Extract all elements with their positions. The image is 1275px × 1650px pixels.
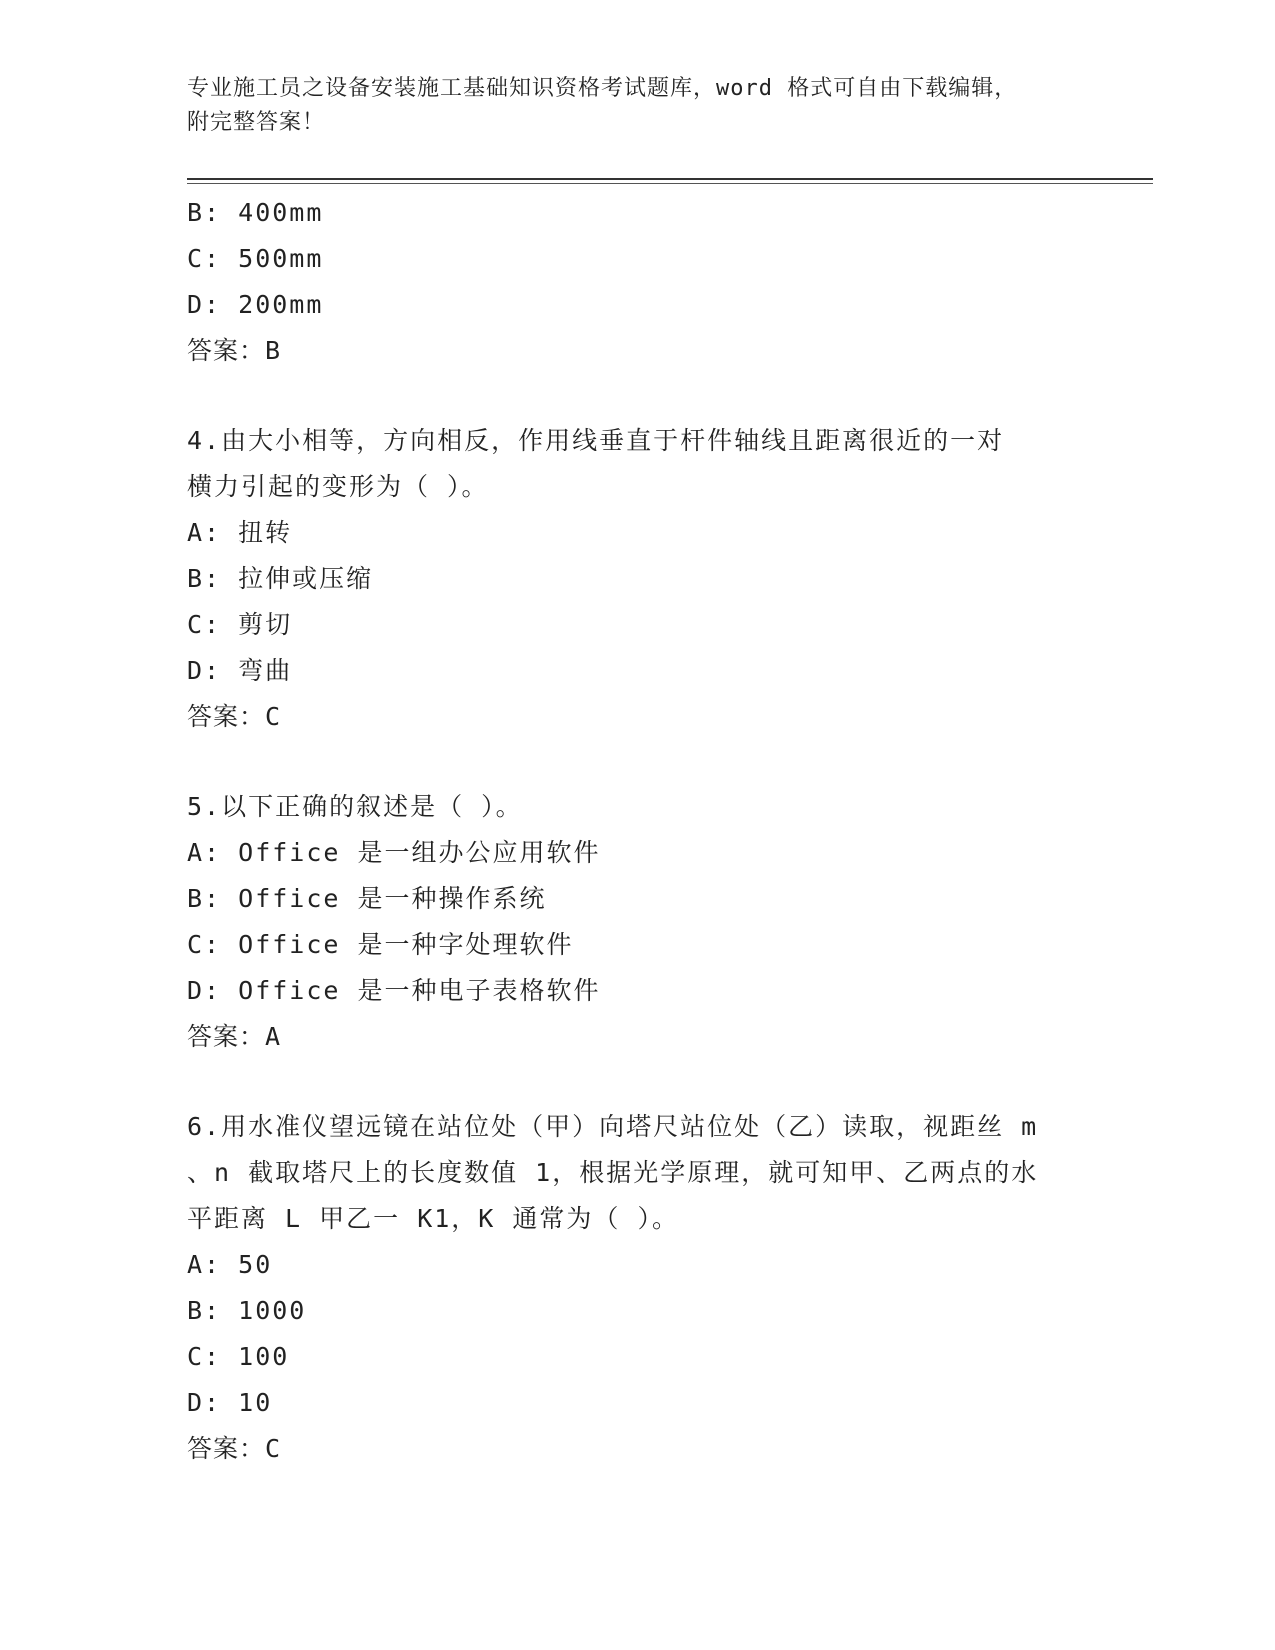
header-line-2: 附完整答案！ [187, 110, 326, 135]
option-a: A: 50 [187, 1250, 273, 1279]
question-list [187, 190, 1127, 1472]
question-stem-line: 横力引起的变形为（ ）。 [187, 472, 489, 501]
question-stem-line: 、n 截取塔尺上的长度数值 1，根据光学原理，就可知甲、乙两点的水 [187, 1158, 1039, 1187]
answer-label: 答案： [187, 1022, 266, 1051]
question-stem-line: 4.由大小相等，方向相反，作用线垂直于杆件轴线且距离很近的一对 [187, 426, 1005, 455]
option-b: B: 400mm [187, 198, 324, 227]
answer-value: C [265, 1434, 282, 1463]
answer-label: 答案： [187, 1434, 266, 1463]
option-a: A: Office 是一组办公应用软件 [187, 838, 601, 867]
option-b: B: 1000 [187, 1296, 307, 1325]
header-divider-thick [187, 178, 1153, 180]
option-c: C: 剪切 [187, 610, 293, 639]
question-spacer [187, 374, 1127, 418]
option-d: D: 10 [187, 1388, 273, 1417]
option-c: C: Office 是一种字处理软件 [187, 930, 574, 959]
question-4 [187, 418, 1127, 740]
answer-label: 答案： [187, 336, 266, 365]
option-d: D: Office 是一种电子表格软件 [187, 976, 601, 1005]
option-c: C: 100 [187, 1342, 290, 1371]
question-spacer [187, 740, 1127, 784]
header-divider-thin [187, 183, 1153, 184]
answer-value: B [265, 336, 282, 365]
question-stem-line: 平距离 L 甲乙一 K1，K 通常为（ ）。 [187, 1204, 679, 1233]
question-stem-line: 6.用水准仪望远镜在站位处（甲）向塔尺站位处（乙）读取，视距丝 m [187, 1112, 1039, 1141]
answer-line [187, 1426, 1127, 1472]
question-3-tail [187, 190, 1127, 374]
header-line-1: 专业施工员之设备安装施工基础知识资格考试题库，word 格式可自由下载编辑， [187, 76, 1018, 101]
answer-line [187, 328, 1127, 374]
answer-line [187, 694, 1127, 740]
answer-value: A [265, 1022, 282, 1051]
question-5 [187, 784, 1127, 1060]
option-d: D: 弯曲 [187, 656, 293, 685]
option-b: B: Office 是一种操作系统 [187, 884, 547, 913]
option-a: A: 扭转 [187, 518, 293, 547]
answer-label: 答案： [187, 702, 266, 731]
question-spacer [187, 1060, 1127, 1104]
option-d: D: 200mm [187, 290, 324, 319]
answer-line [187, 1014, 1127, 1060]
question-6 [187, 1104, 1127, 1472]
question-stem-line: 5.以下正确的叙述是（ ）。 [187, 792, 523, 821]
option-c: C: 500mm [187, 244, 324, 273]
answer-value: C [265, 702, 282, 731]
page-header [187, 72, 1067, 140]
option-b: B: 拉伸或压缩 [187, 564, 374, 593]
